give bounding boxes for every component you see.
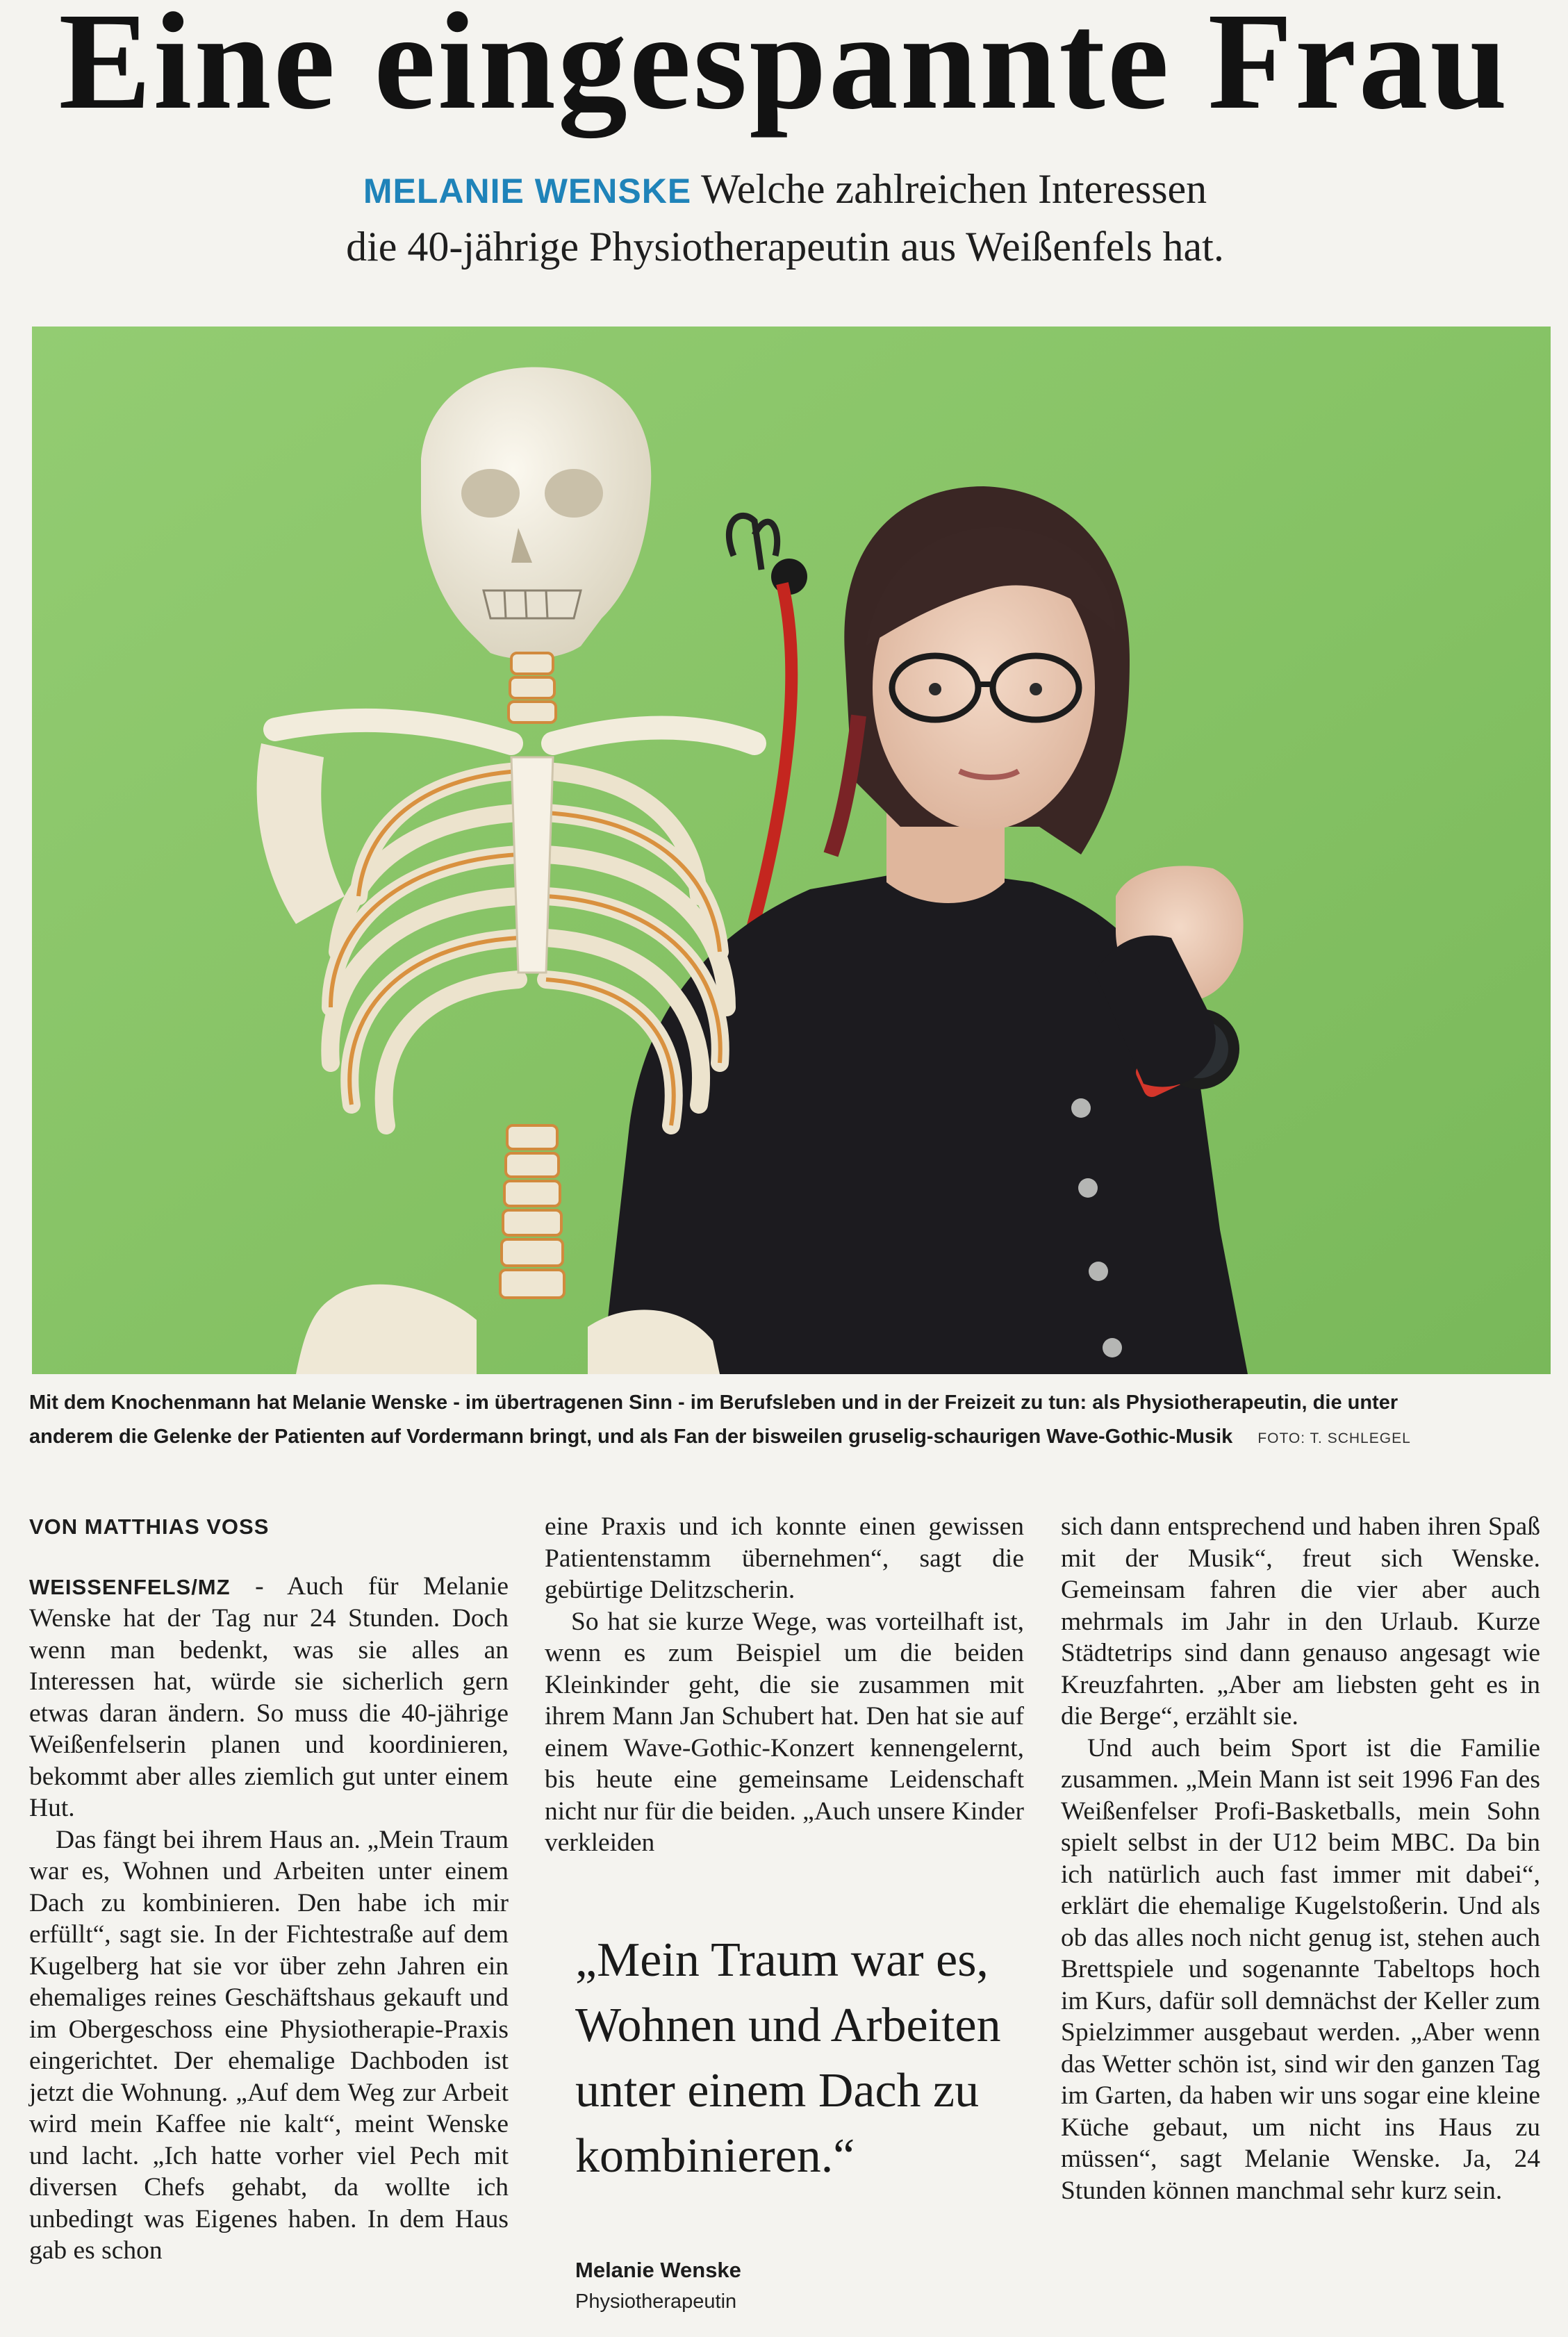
caption-line2: anderem die Gelenke der Patienten auf Vordermann bringt, und als Fan der bisweilen gruselig-schaurigen Wave-Gothic-Musik xyxy=(29,1426,1233,1448)
article-paragraph: So hat sie kurze Wege, was vorteilhaft ist, wenn es zum Beispiel um die beiden Kleinkinder geht, die sie zusammen mit ihrem Mann Jan Schubert hat. Den hat sie auf einem Wave-Gothic-Konzert kennengelernt, bis heute eine gemeinsame Leidenschaft nicht nur für die beiden. „Auch unsere Kinder verkleiden xyxy=(545,1607,1024,1857)
subhead-kicker: MELANIE WENSKE xyxy=(363,172,692,210)
article-photo xyxy=(32,327,1551,1374)
photo-caption xyxy=(29,1386,1551,1455)
skeleton-and-woman-photo xyxy=(32,327,1551,1374)
article-paragraph xyxy=(29,1571,509,1824)
subheadline xyxy=(208,161,1362,274)
article-paragraph: eine Praxis und ich konnte einen gewissen Patientenstamm übernehmen“, sagt die gebürtige Delitzscherin. xyxy=(545,1512,1024,1604)
article-column-2 xyxy=(545,1511,1024,1859)
article-paragraph: Und auch beim Sport ist die Familie zusammen. „Mein Mann ist seit 1996 Fan des Weißenfelser Profi-Basketballs, mein Sohn spielt selbst in der U12 beim MBC. Da bin ich natürlich auch fast immer mit dabei“, erklärt die ehemalige Kugelstoßerin. Und als ob das alles noch nicht genug ist, stehen auch Brettspiele und sogenannte Tabeltops hoch im Kurs, dafür soll demnächst der Keller zum Spielzimmer ausgebaut werden. „Aber wenn das Wetter schön ist, sind wir den ganzen Tag im Garten, da haben wir uns sogar eine kleine Küche gebaut, um nicht ins Haus zu müssen“, sagt Melanie Wenske. Ja, 24 Stunden können manchmal sehr kurz sein. xyxy=(1061,1733,1540,2205)
byline: VON MATTHIAS VOSS xyxy=(29,1514,270,1539)
photo-credit: FOTO: T. SCHLEGEL xyxy=(1257,1430,1411,1446)
pull-quote: „Mein Traum war es, Wohnen und Arbeiten unter einem Dach zu kombinieren.“ xyxy=(575,1933,1001,2183)
subhead-text-line2: die 40-jährige Physiotherapeutin aus Weißenfels hat. xyxy=(346,224,1224,270)
article-column-3 xyxy=(1061,1511,1540,2206)
subhead-text-line1: Welche zahlreichen Interessen xyxy=(701,166,1207,212)
caption-line1: Mit dem Knochenmann hat Melanie Wenske - im übertragenen Sinn - im Berufsleben und in der Freizeit zu tun: als Physiotherapeutin, die unter xyxy=(29,1392,1398,1414)
article-paragraph: sich dann entsprechend und haben ihren Spaß mit der Musik“, freut sich Wenske. Gemeinsam fahren die vier aber auch mehrmals im Jahr in den Urlaub. Kurze Städtetrips sind dann genauso angesagt wie Kreuzfahrten. „Aber am liebsten geht es in die Berge“, erzählt sie. xyxy=(1061,1512,1540,1731)
article-column-1 xyxy=(29,1511,509,2267)
pull-quote-name: Melanie Wenske xyxy=(575,2258,741,2282)
headline: Eine eingespannte Frau xyxy=(58,0,1510,138)
article-paragraph: Das fängt bei ihrem Haus an. „Mein Traum war es, Wohnen und Arbeiten unter einem Dach zu kombinieren. Den habe ich mir erfüllt“, sagt sie. In der Fichtestraße auf dem Kugelberg hat sie vor über zehn Jahren ein ehemaliges reines Geschäftshaus gekauft und im Obergeschoss eine Physiotherapie-Praxis eingerichtet. Der ehemalige Dachboden ist jetzt die Wohnung. „Auf dem Weg zur Arbeit wird mein Kaffee nie kalt“, meint Wenske und lacht. „Ich hatte vorher viel Pech mit diversen Chefs gehabt, da wollte ich unbedingt was Eigenes haben. In dem Haus gab es schon xyxy=(29,1825,509,2265)
dateline: WEISSENFELS/MZ xyxy=(29,1574,231,1599)
pull-quote-role: Physiotherapeutin xyxy=(575,2290,737,2313)
paragraph-text: - Auch für Melanie Wenske hat der Tag nur 24 Stunden. Doch wenn man bedenkt, was sie alles an Interessen hat, würde sie sicherlich gern etwas daran ändern. So muss die 40-jährige Weißenfelserin planen und koordinieren, bekommt aber alles ziemlich gut unter einem Hut. xyxy=(29,1571,509,1822)
